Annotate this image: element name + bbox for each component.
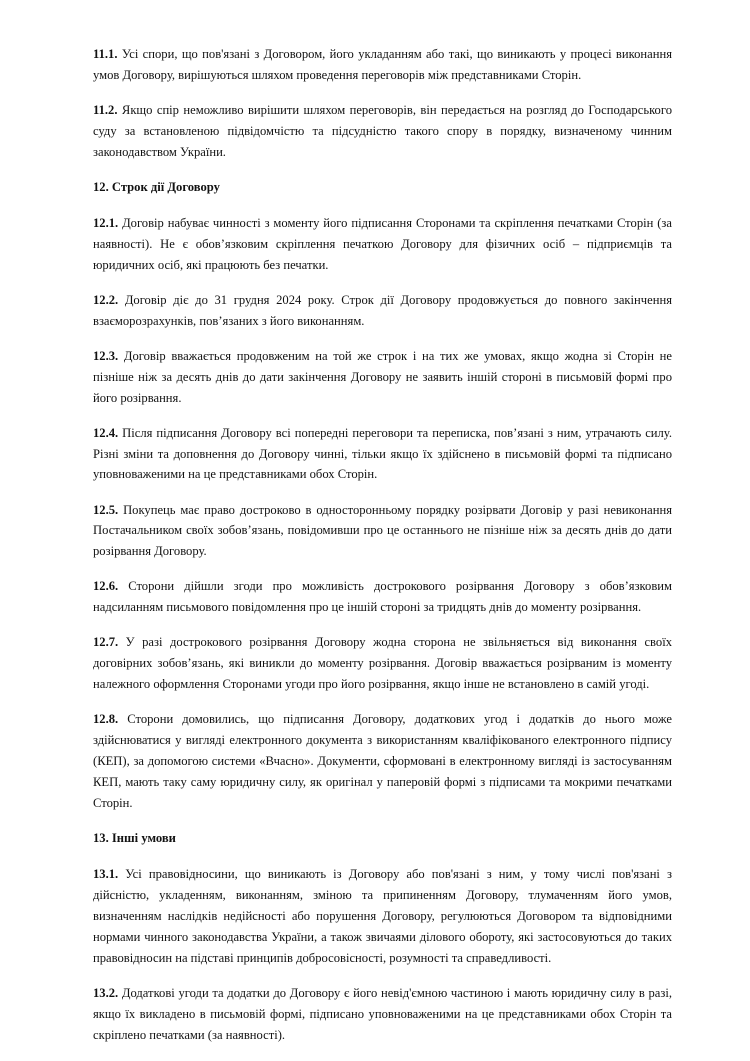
clause-text: Покупець має право достроково в односторонньому порядку розірвати Договір у разі невиконання Постачальником своїх зобов’язань, повідомивши про це останнього не пізніше ніж за десять днів до дати розірвання Договору. [93, 502, 672, 559]
clause-text: У разі дострокового розірвання Договору жодна сторона не звільняється від виконання своїх договірних зобов’язань, які виникли до моменту розірвання. Договір вважається розірваним із моменту належного оформлення Сторонами угоди про його розірвання, якщо інше не встановлено в самій угоді. [93, 635, 672, 692]
clause-text: Сторони дійшли згоди про можливість дострокового розірвання Договору з обов’язковим надсиланням письмового повідомлення про це іншій стороні за тридцять днів до моменту розірвання. [93, 579, 672, 615]
clause-paragraph [93, 983, 672, 1046]
clause-paragraph [93, 500, 672, 563]
clause-paragraph [93, 44, 672, 86]
section-heading-text: 12. Строк дії Договору [93, 179, 220, 194]
clause-paragraph [93, 290, 672, 332]
clause-text: Договір діє до 31 грудня 2024 року. Строк дії Договору продовжується до повного закінчення взаєморозрахунків, пов’язаних з його виконанням. [93, 292, 672, 328]
clause-text: Усі спори, що пов'язані з Договором, його укладанням або такі, що виникають у процесі виконання умов Договору, вирішуються шляхом проведення переговорів між представниками Сторін. [93, 47, 672, 82]
clause-text: Додаткові угоди та додатки до Договору є його невід'ємною частиною і мають юридичну силу в разі, якщо їх викладено в письмовій формі, підписано уповноваженими на це представниками обох Сторін та скріплено печатками (за наявності). [93, 985, 672, 1042]
clause-text: Договір набуває чинності з моменту його підписання Сторонами та скріплення печатками Сторін (за наявності). Не є обов’язковим скріплення печаткою Договору для фізичних осіб – підприємців та юридичних осіб, які працюють без печатки. [93, 215, 672, 272]
clause-number: 12.3. [93, 348, 119, 363]
clause-paragraph [93, 423, 672, 486]
clause-number: 11.2. [93, 103, 118, 117]
clause-paragraph [93, 632, 672, 695]
clause-number: 13.2. [93, 985, 119, 1000]
clause-number: 11.1. [93, 47, 118, 61]
clause-text: Сторони домовились, що підписання Договору, додаткових угод і додатків до нього може здійснюватися у вигляді електронного документа з використанням кваліфікованого електронного підпису (КЕП), за допомогою системи «Вчасно». Документи, сформовані в електронному вигляді із застосуванням КЕП, мають таку саму юридичну силу, як оригінал у паперовій формі з підписами та мокрими печатками Сторін. [93, 712, 672, 810]
clause-number: 12.4. [93, 425, 119, 440]
clause-paragraph [93, 213, 672, 276]
document-body [93, 44, 672, 1045]
section-heading-text: 13. Інші умови [93, 831, 176, 846]
clause-number: 12.2. [93, 292, 119, 307]
clause-paragraph [93, 346, 672, 409]
clause-text: Після підписання Договору всі попередні переговори та переписка, пов’язані з ним, утрачають силу. Різні зміни та доповнення до Договору чинні, тільки якщо їх здійснено в письмовій формі та підписано уповноваженими на це представниками обох Сторін. [93, 425, 672, 482]
clause-text: Якщо спір неможливо вирішити шляхом переговорів, він передається на розгляд до Господарського суду за встановленою підвідомчістю та підсудністю такого спору в порядку, визначеному чинним законодавством України. [93, 103, 672, 159]
clause-paragraph [93, 864, 672, 969]
clause-paragraph [93, 709, 672, 814]
section-heading [93, 177, 672, 198]
clause-number: 12.1. [93, 215, 119, 230]
clause-number: 12.8. [93, 712, 119, 727]
section-heading [93, 828, 672, 849]
clause-number: 12.5. [93, 502, 119, 517]
clause-paragraph [93, 100, 672, 163]
clause-text: Усі правовідносини, що виникають із Договору або пов'язані з ним, у тому числі пов'язані з дійсністю, укладенням, виконанням, зміною та припиненням Договору, тлумаченням його умов, визначенням наслідків недійсності або порушення Договору, регулюються Договором та відповідними нормами чинного законодавства України, а також звичаями ділового обороту, які застосовуються до таких правовідносин на підставі принципів добросовісності, розумності та справедливості. [93, 866, 672, 965]
clause-number: 13.1. [93, 866, 119, 881]
clause-paragraph [93, 576, 672, 618]
clause-number: 12.6. [93, 579, 119, 594]
clause-number: 12.7. [93, 635, 119, 650]
clause-text: Договір вважається продовженим на той же строк і на тих же умовах, якщо жодна зі Сторін не пізніше ніж за десять днів до дати закінчення Договору не заявить іншій стороні в письмовій формі про його розірвання. [93, 348, 672, 405]
